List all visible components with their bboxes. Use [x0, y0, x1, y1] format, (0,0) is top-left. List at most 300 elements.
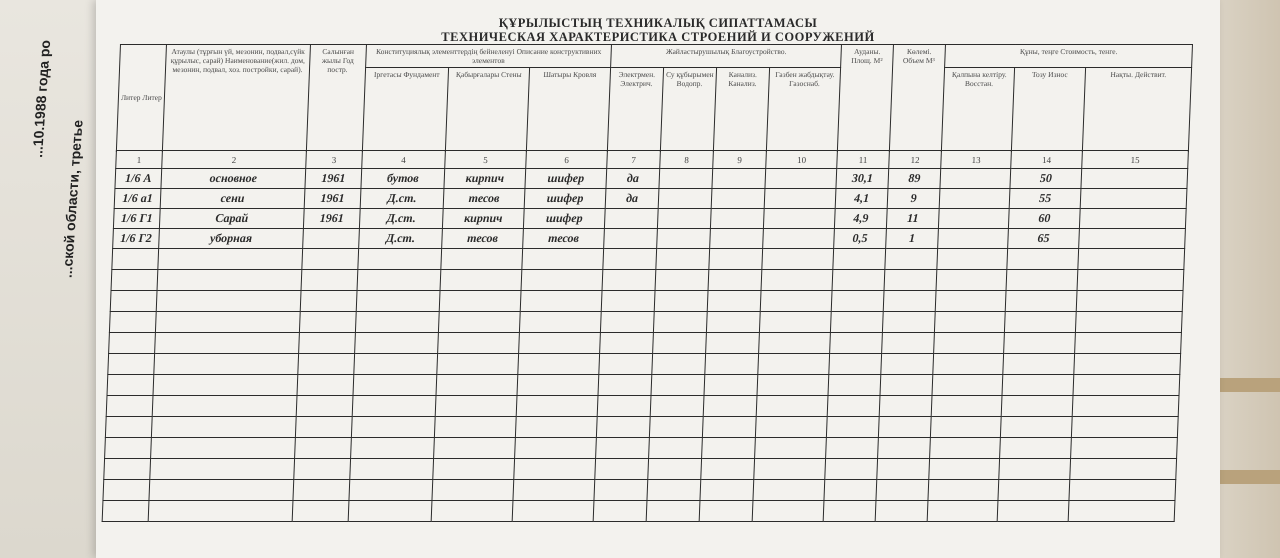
cell-walls: тесов: [442, 229, 524, 249]
empty-cell: [439, 291, 521, 312]
empty-cell: [109, 333, 156, 354]
empty-cell: [105, 417, 152, 438]
empty-cell: [353, 375, 437, 396]
empty-cell: [158, 249, 303, 270]
empty-cell: [826, 417, 879, 438]
empty-cell: [107, 375, 154, 396]
column-number: 10: [766, 151, 838, 169]
empty-cell: [433, 459, 515, 480]
header-restore: Қалпына келтіру. Восстан.: [941, 68, 1014, 151]
empty-cell: [594, 480, 648, 501]
column-number: 13: [941, 151, 1012, 169]
empty-cell: [512, 501, 594, 522]
cell-area: 4,1: [835, 189, 888, 209]
header-cost-group: Құны, теңге Стоимость, тенге.: [945, 45, 1193, 68]
empty-cell: [302, 249, 359, 270]
empty-cell: [930, 417, 1001, 438]
empty-cell: [513, 480, 595, 501]
empty-cell: [927, 501, 998, 522]
column-number: 6: [526, 151, 608, 169]
cell-liter: 1/6 Г1: [113, 209, 160, 229]
empty-cell: [156, 291, 301, 312]
empty-cell: [355, 333, 439, 354]
empty-cell: [930, 438, 1001, 459]
empty-table-row: [112, 249, 1185, 270]
empty-cell: [649, 417, 703, 438]
empty-cell: [301, 270, 358, 291]
empty-cell: [151, 417, 296, 438]
cell-sewer: [712, 169, 766, 189]
column-number: 1: [116, 151, 163, 169]
empty-cell: [602, 270, 656, 291]
empty-cell: [997, 501, 1069, 522]
cell-name: Сарай: [159, 209, 304, 229]
empty-cell: [878, 417, 931, 438]
empty-table-row: [109, 333, 1182, 354]
cell-actual: [1081, 169, 1188, 189]
cell-year: 1961: [304, 189, 361, 209]
empty-cell: [1073, 375, 1180, 396]
cell-water: [658, 189, 712, 209]
empty-cell: [752, 501, 824, 522]
cell-volume: 89: [888, 169, 941, 189]
empty-cell: [1001, 396, 1073, 417]
cell-electric: [604, 209, 658, 229]
header-actual: Нақты. Действит.: [1082, 68, 1191, 151]
column-number: 11: [837, 151, 890, 169]
header-area: Ауданы. Площ. М²: [837, 45, 893, 151]
cell-walls: тесов: [443, 189, 525, 209]
empty-cell: [1002, 375, 1074, 396]
cell-foundation: Д.ст.: [359, 209, 443, 229]
cell-water: [657, 209, 711, 229]
empty-cell: [760, 291, 832, 312]
empty-cell: [355, 312, 439, 333]
empty-cell: [349, 480, 433, 501]
empty-cell: [1007, 249, 1079, 270]
empty-cell: [596, 438, 650, 459]
cell-sewer: [711, 189, 765, 209]
empty-cell: [1000, 438, 1072, 459]
empty-cell: [293, 480, 350, 501]
empty-cell: [111, 270, 158, 291]
empty-cell: [831, 291, 884, 312]
column-number: 14: [1011, 151, 1083, 169]
empty-cell: [648, 459, 702, 480]
empty-cell: [1068, 501, 1175, 522]
document-sheet: [96, 0, 1220, 558]
column-number: 15: [1082, 151, 1189, 169]
empty-cell: [875, 501, 928, 522]
empty-cell: [1074, 354, 1181, 375]
empty-cell: [598, 375, 652, 396]
column-number: 12: [889, 151, 942, 169]
empty-cell: [521, 270, 603, 291]
header-foundation: Іргетасы Фундамент: [362, 68, 448, 151]
cell-restore: [938, 229, 1009, 249]
empty-cell: [709, 249, 763, 270]
empty-cell: [149, 480, 294, 501]
empty-cell: [434, 417, 516, 438]
empty-cell: [825, 459, 878, 480]
empty-cell: [652, 354, 706, 375]
cell-water: [659, 169, 713, 189]
empty-cell: [299, 312, 356, 333]
cell-roof: шифер: [525, 169, 607, 189]
cell-wear: 65: [1008, 229, 1080, 249]
empty-cell: [754, 459, 826, 480]
empty-cell: [935, 291, 1006, 312]
empty-cell: [350, 459, 434, 480]
empty-cell: [933, 354, 1004, 375]
cell-wear: 60: [1008, 209, 1080, 229]
empty-cell: [441, 249, 523, 270]
cell-restore: [938, 209, 1009, 229]
technical-characteristics-table: [102, 44, 1193, 522]
empty-cell: [357, 270, 441, 291]
empty-cell: [296, 396, 353, 417]
cell-year: [303, 229, 360, 249]
empty-cell: [879, 396, 932, 417]
header-year: Салынған жылы Год постр.: [306, 45, 366, 151]
empty-table-row: [111, 270, 1184, 291]
empty-cell: [708, 270, 762, 291]
cell-sewer: [710, 229, 764, 249]
empty-cell: [929, 459, 1000, 480]
empty-cell: [656, 249, 710, 270]
empty-cell: [348, 501, 432, 522]
cell-liter: 1/6 Г2: [113, 229, 160, 249]
empty-cell: [830, 312, 883, 333]
empty-cell: [1000, 417, 1072, 438]
empty-cell: [651, 375, 705, 396]
cell-electric: да: [605, 189, 659, 209]
empty-cell: [1004, 333, 1076, 354]
empty-cell: [434, 438, 516, 459]
empty-cell: [595, 459, 649, 480]
empty-cell: [157, 270, 302, 291]
empty-cell: [154, 354, 299, 375]
empty-cell: [931, 396, 1002, 417]
header-water: Су құбырымен Водопр.: [660, 68, 716, 151]
empty-cell: [1075, 333, 1182, 354]
empty-cell: [155, 312, 300, 333]
cell-gas: [763, 229, 835, 249]
empty-cell: [593, 501, 647, 522]
empty-cell: [295, 438, 352, 459]
empty-cell: [832, 270, 885, 291]
empty-cell: [1070, 459, 1177, 480]
empty-cell: [1006, 270, 1078, 291]
cell-name: сени: [160, 189, 305, 209]
cell-gas: [763, 209, 835, 229]
empty-cell: [150, 459, 295, 480]
empty-cell: [298, 354, 355, 375]
header-constructive-group: Конституциялық элементтердің бейнеленуі Описание конструктивних элементов: [366, 45, 612, 68]
cell-roof: шифер: [524, 189, 606, 209]
empty-cell: [880, 375, 933, 396]
cell-area: 4,9: [834, 209, 887, 229]
empty-cell: [833, 249, 886, 270]
empty-cell: [599, 354, 653, 375]
empty-cell: [516, 396, 598, 417]
empty-cell: [351, 438, 435, 459]
header-improvement-group: Жайластырушылық Благоустройство.: [611, 45, 842, 68]
column-number: 4: [362, 151, 446, 169]
empty-cell: [998, 480, 1070, 501]
background-text: ...ской области, третье: [58, 120, 86, 279]
cell-actual: [1079, 209, 1186, 229]
empty-cell: [600, 312, 654, 333]
cell-roof: шифер: [523, 209, 605, 229]
cell-volume: 11: [886, 209, 939, 229]
empty-cell: [517, 375, 599, 396]
empty-cell: [702, 438, 756, 459]
cell-year: 1961: [305, 169, 362, 189]
empty-cell: [151, 438, 296, 459]
cell-water: [657, 229, 711, 249]
empty-cell: [755, 438, 827, 459]
cell-name: уборная: [159, 229, 304, 249]
empty-cell: [102, 501, 149, 522]
cell-roof: тесов: [523, 229, 605, 249]
background-text: ...10.1988 года ро: [28, 40, 54, 158]
table-row: [113, 209, 1186, 229]
empty-table-row: [110, 291, 1183, 312]
empty-table-row: [106, 396, 1179, 417]
empty-cell: [514, 459, 596, 480]
empty-cell: [655, 270, 709, 291]
empty-cell: [700, 480, 754, 501]
empty-cell: [515, 438, 597, 459]
empty-cell: [761, 270, 833, 291]
empty-cell: [358, 249, 442, 270]
cell-walls: кирпич: [442, 209, 524, 229]
empty-cell: [934, 333, 1005, 354]
empty-cell: [877, 459, 930, 480]
empty-cell: [1078, 249, 1185, 270]
table-row: [113, 229, 1186, 249]
cell-gas: [764, 189, 836, 209]
document-title-ru: ТЕХНИЧЕСКАЯ ХАРАКТЕРИСТИКА СТРОЕНИЙ И СООРУЖЕНИЙ: [441, 30, 875, 44]
empty-cell: [829, 354, 882, 375]
empty-cell: [701, 459, 755, 480]
empty-table-row: [105, 417, 1178, 438]
cell-electric: да: [606, 169, 660, 189]
header-liter: Литер Литер: [116, 45, 166, 151]
empty-cell: [883, 291, 936, 312]
table-row: [114, 189, 1187, 209]
empty-table-row: [102, 501, 1175, 522]
empty-table-row: [103, 480, 1176, 501]
empty-cell: [105, 438, 152, 459]
empty-cell: [440, 270, 522, 291]
header-name: Атаулы (тұрғын үй, мезонин, подвал,сүйк құрылыс, сарай) Наименование(жил. дом, мезонин, подвал, хоз. постройки, сарай).: [162, 45, 310, 151]
empty-cell: [755, 417, 827, 438]
empty-cell: [152, 396, 297, 417]
empty-cell: [653, 312, 707, 333]
empty-cell: [1004, 312, 1076, 333]
cell-wear: 55: [1009, 189, 1081, 209]
cell-walls: кирпич: [444, 169, 526, 189]
empty-cell: [999, 459, 1071, 480]
cell-gas: [765, 169, 837, 189]
empty-cell: [876, 480, 929, 501]
cell-foundation: Д.ст.: [359, 229, 443, 249]
empty-cell: [436, 375, 518, 396]
empty-cell: [351, 417, 435, 438]
empty-cell: [522, 249, 604, 270]
empty-cell: [928, 480, 999, 501]
empty-cell: [936, 270, 1007, 291]
document-title-kz: ҚҰРЫЛЫСТЫҢ ТЕХНИКАЛЫҚ СИПАТТАМАСЫ: [498, 16, 818, 30]
empty-cell: [650, 396, 704, 417]
empty-cell: [827, 396, 880, 417]
empty-cell: [515, 417, 597, 438]
empty-cell: [646, 501, 700, 522]
empty-table-row: [104, 459, 1177, 480]
cell-liter: 1/6 А: [115, 169, 162, 189]
column-number: 2: [162, 151, 307, 169]
empty-cell: [352, 396, 436, 417]
empty-cell: [1005, 291, 1077, 312]
empty-cell: [438, 312, 520, 333]
cell-electric: [604, 229, 658, 249]
empty-cell: [435, 396, 517, 417]
empty-cell: [703, 396, 757, 417]
empty-cell: [292, 501, 349, 522]
empty-cell: [1075, 312, 1182, 333]
empty-cell: [702, 417, 756, 438]
empty-cell: [824, 480, 877, 501]
header-walls: Қабырғалары Стены: [445, 68, 529, 151]
empty-cell: [300, 291, 357, 312]
empty-cell: [354, 354, 438, 375]
header-gas: Газбен жабдықтау. Газоснаб.: [766, 68, 840, 151]
empty-cell: [649, 438, 703, 459]
empty-cell: [596, 417, 650, 438]
empty-cell: [654, 291, 708, 312]
empty-cell: [104, 459, 151, 480]
cell-liter: 1/6 а1: [114, 189, 161, 209]
empty-cell: [705, 354, 759, 375]
cell-foundation: бутов: [361, 169, 445, 189]
header-roof: Шатыры Кровля: [526, 68, 610, 151]
empty-cell: [884, 270, 937, 291]
column-number: 5: [445, 151, 527, 169]
empty-cell: [1003, 354, 1075, 375]
empty-cell: [647, 480, 701, 501]
empty-cell: [603, 249, 657, 270]
empty-cell: [757, 375, 829, 396]
empty-cell: [110, 291, 157, 312]
empty-cell: [600, 333, 654, 354]
header-electric: Электрмен. Электрич.: [607, 68, 663, 151]
header-volume: Көлемі. Объем М³: [889, 45, 945, 151]
header-sewer: Канализ. Канализ.: [713, 68, 769, 151]
empty-cell: [759, 333, 831, 354]
empty-cell: [885, 249, 938, 270]
empty-cell: [431, 501, 513, 522]
empty-cell: [759, 312, 831, 333]
cell-volume: 1: [886, 229, 939, 249]
empty-table-row: [107, 375, 1180, 396]
empty-cell: [753, 480, 825, 501]
column-number: 8: [660, 151, 714, 169]
empty-cell: [520, 291, 602, 312]
empty-cell: [106, 396, 153, 417]
empty-cell: [882, 333, 935, 354]
cell-area: 30,1: [836, 169, 889, 189]
empty-cell: [295, 417, 352, 438]
empty-cell: [294, 459, 351, 480]
empty-cell: [155, 333, 300, 354]
empty-cell: [112, 249, 159, 270]
table-row: [115, 169, 1188, 189]
empty-cell: [437, 354, 519, 375]
cell-restore: [940, 169, 1011, 189]
empty-cell: [103, 480, 150, 501]
column-number: 3: [306, 151, 363, 169]
empty-cell: [699, 501, 753, 522]
empty-cell: [432, 480, 514, 501]
empty-cell: [518, 354, 600, 375]
empty-cell: [756, 396, 828, 417]
cell-year: 1961: [303, 209, 360, 229]
cell-actual: [1079, 229, 1186, 249]
cell-area: 0,5: [834, 229, 887, 249]
empty-cell: [1071, 438, 1178, 459]
empty-cell: [108, 354, 155, 375]
cell-name: основное: [161, 169, 306, 189]
empty-cell: [881, 354, 934, 375]
empty-cell: [438, 333, 520, 354]
empty-cell: [148, 501, 293, 522]
empty-cell: [297, 375, 354, 396]
empty-cell: [601, 291, 655, 312]
empty-cell: [1069, 480, 1176, 501]
cell-foundation: Д.ст.: [360, 189, 444, 209]
empty-cell: [519, 312, 601, 333]
column-number: 7: [607, 151, 661, 169]
empty-table-row: [109, 312, 1182, 333]
column-number: 9: [713, 151, 767, 169]
empty-cell: [109, 312, 156, 333]
empty-cell: [1077, 270, 1184, 291]
empty-cell: [1071, 417, 1178, 438]
empty-cell: [153, 375, 298, 396]
empty-cell: [830, 333, 883, 354]
cell-actual: [1080, 189, 1187, 209]
empty-cell: [828, 375, 881, 396]
empty-cell: [706, 333, 760, 354]
empty-cell: [706, 312, 760, 333]
empty-cell: [356, 291, 440, 312]
empty-cell: [826, 438, 879, 459]
empty-cell: [762, 249, 834, 270]
cell-sewer: [710, 209, 764, 229]
cell-restore: [939, 189, 1010, 209]
cell-wear: 50: [1010, 169, 1082, 189]
empty-cell: [1076, 291, 1183, 312]
empty-cell: [878, 438, 931, 459]
empty-cell: [1072, 396, 1179, 417]
empty-table-row: [105, 438, 1178, 459]
empty-cell: [707, 291, 761, 312]
empty-cell: [704, 375, 758, 396]
empty-cell: [653, 333, 707, 354]
empty-cell: [932, 375, 1003, 396]
